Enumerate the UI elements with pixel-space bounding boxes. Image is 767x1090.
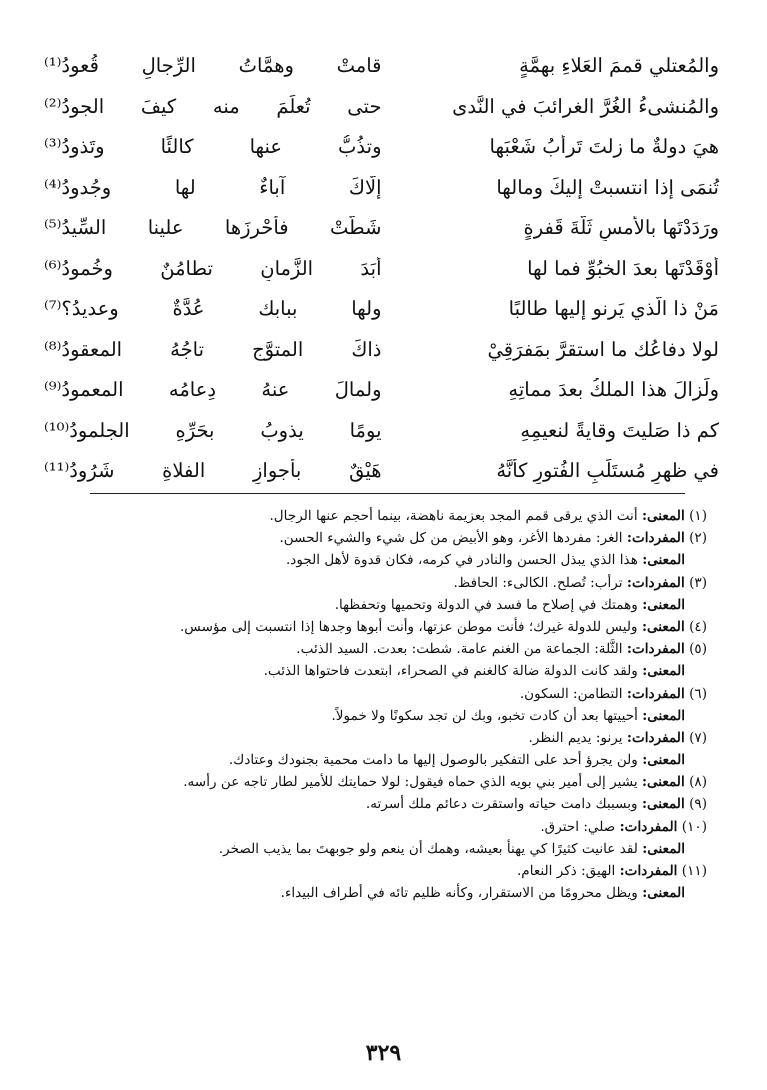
verse-line [40,241,725,282]
verse-line [40,403,725,444]
footnote-label: المعنى: [642,552,685,569]
verse-first-hemistich: مَنْ ذا الّذي يَرنو إليها طالبًا [508,297,719,321]
verse-line [40,79,725,120]
footnote-text: أنت الذي يرقى قمم المجد بعزيمة ناهضة، بينما أحجم عنها الرجال. [269,508,638,524]
footnote-text: ويظل محرومًا من الاستقرار، وكأنه ظليم تائه في أطراف البيداء. [280,885,638,902]
footnote-label: المعنى: [642,885,685,902]
footnote-text: أحييتها بعد أن كادت تخبو، وبك لن تجد سكونًا ولا خمولاً. [331,707,638,724]
footnote-line [72,727,707,749]
verse-second-hemistich: حتى تُعلِّمَ منه كيفَ الجودُ⁽²⁾ [44,94,382,118]
footnote-label: المفردات: [626,574,685,591]
footnote-number: (٨) [689,774,707,791]
footnote-text: ولقد كانت الدولة ضالة كالغنم في الصحراء، ابتعدت فاحتواها الذئب. [263,663,638,680]
footnote-number: (٩) [689,796,707,813]
footnotes [72,505,707,904]
verse-second-hemistich: هَيْقٌ بأجوازِ الفلاةِ شَرُودُ⁽¹¹⁾ [44,459,382,483]
footnote-line [72,749,707,771]
footnote-text: وهمتك في إصلاح ما فسد في الدولة وتحميها وتحفظها. [334,596,638,613]
footnote-text: الثَّلة: الجماعة من الغنم عامة. شطت: بعدت. السيد الذئب. [296,641,623,658]
verse-line [40,200,725,241]
verse-second-hemistich: يومًا يذوبُ بحَرِّهِ الجلمودُ⁽¹⁰⁾ [44,418,382,442]
footnote-line [72,638,707,660]
verse-first-hemistich: أوْقَدْتَها بعدَ الخبُوِّ فما لها [527,256,719,280]
footnote-label: المعنى: [641,508,685,524]
footnote-label: المعنى: [642,596,685,613]
footnote-text: ولن يجرؤ أحد على التفكير بالوصول إليها ما دامت محمية بجنودك وعتادك. [228,752,638,769]
footnote-number: (٣) [689,574,707,591]
verse-line [40,362,725,403]
footnote-text: يشير إلى أمير بني بويه الذي حماه فيقول: لولا حمايتك للأمير لطار تاجه عن رأسه. [183,774,638,791]
footnote-line [72,660,707,682]
footnote-label: المفردات: [626,641,685,658]
verse-second-hemistich: قامتْ وهمَّاتُ الرِّجالِ قُعودُ⁽¹⁾ [44,54,382,78]
verse-line [40,322,725,363]
footnote-line [72,616,707,638]
verse-second-hemistich: ولمالَ عنهُ دِعامُه المعمودُ⁽⁹⁾ [44,378,382,402]
poem-verses [40,38,725,484]
footnote-line [72,594,707,616]
footnote-number: (٧) [689,729,707,746]
verse-second-hemistich: إلّاكَ آباءٌ لها وجُدودُ⁽⁴⁾ [44,175,382,199]
footnote-number: (١١) [681,863,707,879]
verse-first-hemistich: في ظهرِ مُستَلَبِ الفُتورِ كأنَّهُ [496,459,719,483]
footnote-line [72,882,707,904]
footnote-text: هذا الذي يبذل الحسن والنادر في كرمه، فكان قدوة لأهل الجود. [285,552,638,569]
footnote-line [72,816,707,838]
footnote-line [72,771,707,793]
verse-second-hemistich: أبَدَ الزَّمانِ تطامُنٌ وخُمودُ⁽⁶⁾ [44,256,382,280]
footnote-number: (٤) [689,618,707,635]
verse-first-hemistich: ورَدَدْتَها بالأمسِ ثَلَّةَ قَفرةٍ [523,216,719,240]
footnote-number: (١) [689,508,707,524]
footnote-line [72,705,707,727]
footnote-line [72,838,707,860]
verse-second-hemistich: ذاكَ المتوَّجِ تاجُهُ المعقودُ⁽⁸⁾ [44,337,382,361]
footnote-number: (٦) [689,685,707,702]
verse-line [40,119,725,160]
footnote-text: الغر: مفردها الأغر، وهو الأبيض من كل شيء والشيء الحسن. [279,530,623,547]
verse-first-hemistich: والمُعتلي قممَ العَلاءِ بهمَّةٍ [519,54,719,78]
footnote-label: المفردات: [626,685,685,702]
footnote-text: وليس للدولة غيرك؛ فأنت موطن عزتها، وأنت أبوها وجدها إذا انتسبت إلى مؤسس. [179,618,638,635]
footnote-text: التطامن: السكون. [519,685,623,702]
footnote-line [72,793,707,815]
verse-first-hemistich: كم ذا صَليتَ وقايةً لنعيمِهِ [520,418,719,442]
footnote-text: صلي: احترق. [540,818,616,835]
footnote-label: المعنى: [642,707,685,724]
footnote-line [72,527,707,549]
footnote-label: المفردات: [626,530,685,547]
verse-second-hemistich: شَطَّتْ فأحْرزَها علينا السِّيدُ⁽⁵⁾ [44,216,382,240]
verse-line [40,38,725,79]
verse-first-hemistich: والمُنشىءُ الغُرَّ الغرائبَ في النَّدى [452,94,719,118]
verse-first-hemistich: لولا دفاعُك ما استقرَّ بمَفرَقِيْ [487,337,719,361]
verse-first-hemistich: تُنمَى إذا انتسبتْ إليكَ ومالها [496,175,719,199]
footnote-line [72,860,707,882]
footnote-label: المعنى: [641,618,685,635]
verse-line [40,160,725,201]
footnote-line [72,572,707,594]
footnote-text: ترأب: تُصلح. الكالىء: الحافظ. [453,574,623,591]
footnote-label: المعنى: [642,663,685,680]
footnote-label: المعنى: [642,840,685,857]
verse-first-hemistich: ولَزالَ هذا الملكُ بعدَ مماتِهِ [508,378,719,402]
footnote-text: لقد عانيت كثيرًا كي يهنأ بعيشه، وهمك أن ينعم ولو جوبهتَ بما يذيب الصخر. [218,840,638,857]
verse-line [40,281,725,322]
verse-second-hemistich: ولها ببابك عُدَّةٌ وعديدُ؟⁽⁷⁾ [44,297,382,321]
footnote-label: المعنى: [641,774,685,791]
verse-first-hemistich: هيَ دولةٌ ما زلتَ تَرأبُ شَعْبَها [489,135,719,159]
footnote-label: المعنى: [641,796,685,813]
footnote-line [72,505,707,527]
footnote-label: المفردات: [619,818,678,835]
footnote-line [72,549,707,571]
footnote-number: (٥) [689,641,707,658]
footnote-number: (١٠) [681,818,707,835]
footnote-divider [90,493,685,494]
verse-second-hemistich: وتذُبُّ عنها كالئًا وتَذودُ⁽³⁾ [44,135,382,159]
verse-line [40,443,725,484]
footnote-label: المعنى: [642,752,685,769]
footnote-number: (٢) [689,530,707,547]
footnote-text: يرنو: يديم النظر. [528,729,623,746]
footnote-line [72,683,707,705]
footnote-text: وبسببك دامت حياته واستقرت دعائم ملك أسرته. [365,796,638,813]
footnote-label: المفردات: [626,729,685,746]
footnote-label: المفردات: [619,863,678,879]
footnote-text: الهيق: ذكر النعام. [516,863,616,879]
page-number: ٣٢٩ [365,1040,402,1066]
